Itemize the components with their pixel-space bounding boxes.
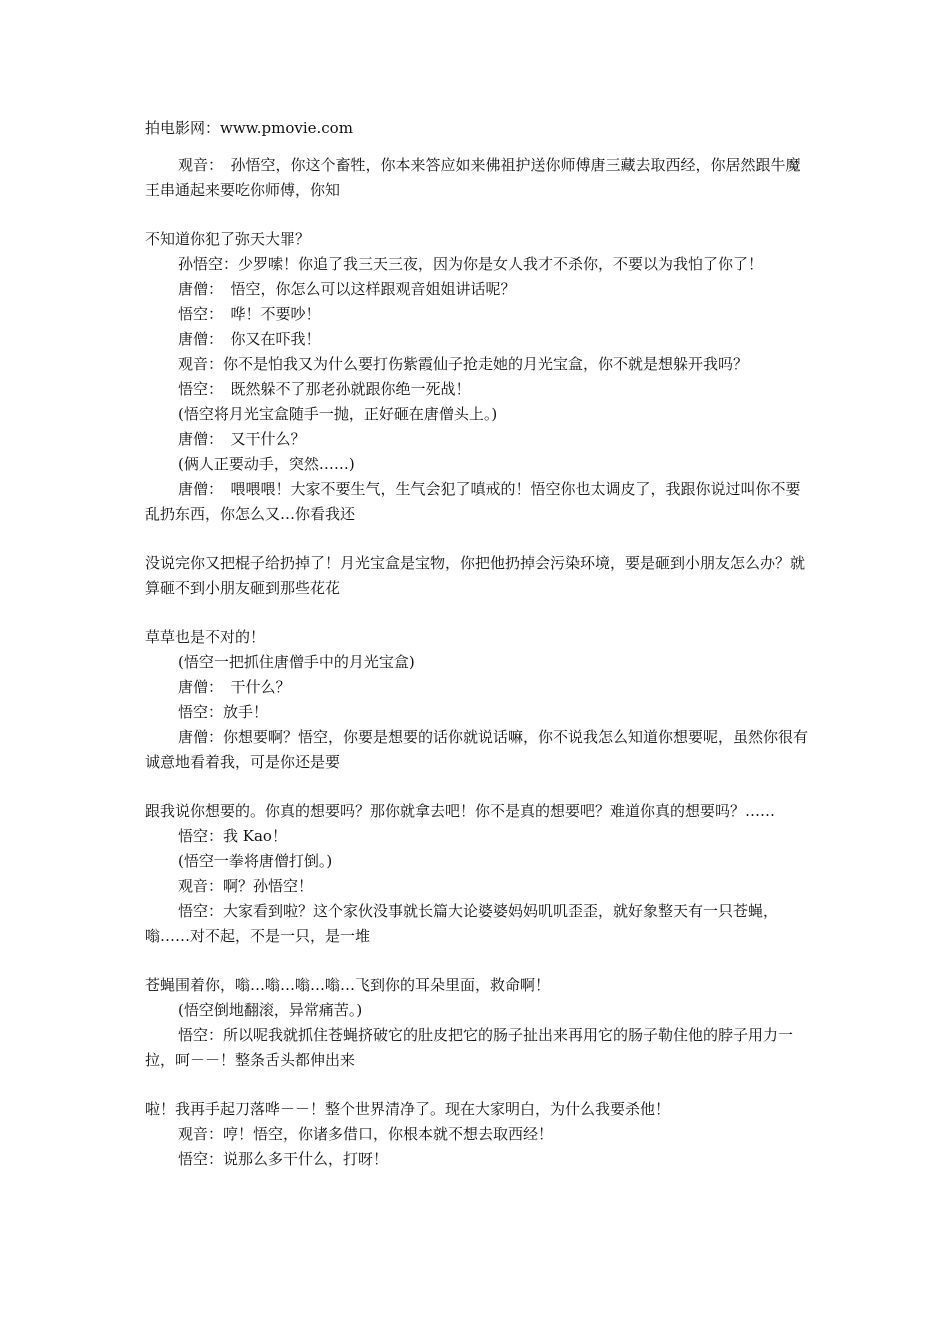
page-break-gap	[145, 949, 810, 973]
script-line: 观音：你不是怕我又为什么要打伤紫霞仙子抢走她的月光宝盒，你不就是想躲开我吗？	[178, 355, 749, 373]
page-break-gap	[145, 527, 810, 551]
script-line: 苍蝇围着你，嗡…嗡…嗡…嗡…飞到你的耳朵里面，救命啊！	[145, 976, 551, 994]
script-line: 草草也是不对的！	[145, 628, 266, 646]
stage-direction: (悟空倒地翻滚，异常痛苦。)	[178, 1001, 363, 1019]
script-line: 悟空：所以呢我就抓住苍蝇挤破它的肚皮把它的肠子扯出来再用它的肠子勒住他的脖子用力一拉，呵－－！整条舌头都伸出来	[145, 1026, 794, 1069]
script-line: 唐僧： 喂喂喂！大家不要生气，生气会犯了嗔戒的！悟空你也太调皮了，我跟你说过叫你不要乱扔东西，你怎么又…你看我还	[145, 480, 801, 523]
stage-direction: (悟空将月光宝盒随手一抛，正好砸在唐僧头上。)	[178, 405, 498, 423]
page-break-gap	[145, 1073, 810, 1097]
script-line: 悟空：放手！	[178, 703, 269, 721]
script-line: 观音： 孙悟空，你这个畜牲，你本来答应如来佛祖护送你师傅唐三藏去取西经，你居然跟牛魔王串通起来要吃你师傅，你知	[145, 156, 801, 199]
page-break-gap	[145, 203, 810, 227]
script-line: 不知道你犯了弥天大罪？	[145, 230, 311, 248]
script-line: 唐僧： 干什么？	[178, 678, 291, 696]
script-line: 啦！我再手起刀落哗－－！整个世界清净了。现在大家明白，为什么我要杀他！	[145, 1100, 671, 1118]
script-line: 悟空： 哗！不要吵！	[178, 305, 321, 323]
stage-direction: (俩人正要动手，突然……)	[178, 455, 355, 473]
script-line: 唐僧： 你又在吓我！	[178, 330, 321, 348]
script-line: 没说完你又把棍子给扔掉了！月光宝盒是宝物，你把他扔掉会污染环境，要是砸到小朋友怎么办？就算砸不到小朋友砸到那些花花	[145, 554, 806, 597]
script-line: 唐僧： 又干什么？	[178, 430, 306, 448]
document-page	[145, 116, 810, 1172]
script-line: 观音：哼！悟空，你诸多借口，你根本就不想去取西经！	[178, 1125, 554, 1143]
script-line: 悟空：大家看到啦？这个家伙没事就长篇大论婆婆妈妈叽叽歪歪，就好象整天有一只苍蝇，嗡……对不起，不是一只，是一堆	[145, 902, 779, 945]
script-line: 悟空：说那么多干什么，打呀！	[178, 1150, 389, 1168]
page-break-gap	[145, 601, 810, 625]
script-line: 观音：啊？孙悟空！	[178, 877, 314, 895]
stage-direction: (悟空一拳将唐僧打倒。)	[178, 852, 333, 870]
script-line: 悟空： 既然躲不了那老孙就跟你绝一死战！	[178, 380, 471, 398]
script-line: 唐僧： 悟空，你怎么可以这样跟观音姐姐讲话呢？	[178, 280, 516, 298]
stage-direction: (悟空一把抓住唐僧手中的月光宝盒)	[178, 653, 415, 671]
script-line: 唐僧：你想要啊？悟空，你要是想要的话你就说话嘛，你不说我怎么知道你想要呢，虽然你很有诚意地看着我，可是你还是要	[145, 728, 809, 771]
script-line: 悟空：我 Kao！	[178, 827, 287, 845]
site-header: 拍电影网：www.pmovie.com	[145, 119, 353, 137]
page-break-gap	[145, 775, 810, 799]
script-line: 跟我说你想要的。你真的想要吗？那你就拿去吧！你不是真的想要吧？难道你真的想要吗？……	[145, 802, 776, 820]
script-line: 孙悟空：少罗嗦！你追了我三天三夜，因为你是女人我才不杀你，不要以为我怕了你了！	[178, 255, 764, 273]
